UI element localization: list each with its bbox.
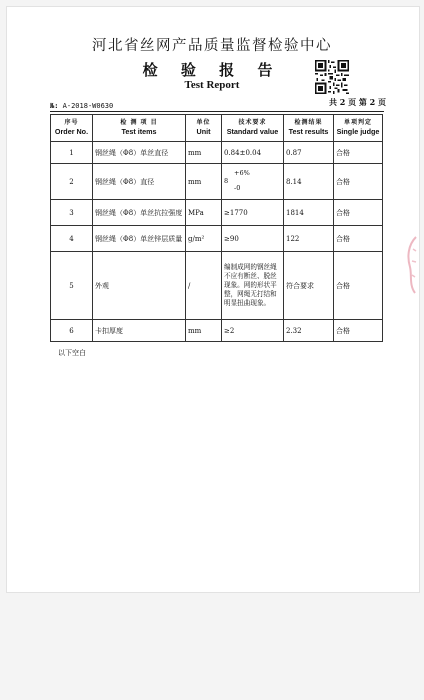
standard-cell: 0.84±0.04 <box>222 142 284 164</box>
test-item-cell: 钢丝绳（Φ8）单丝直径 <box>93 142 186 164</box>
below-empty-note: 以下空白 <box>58 349 86 357</box>
judge-cell: 合格 <box>334 252 383 320</box>
result-cell: 符合要求 <box>284 252 334 320</box>
standard-cell: ≥2 <box>222 320 284 342</box>
result-cell: 1814 <box>284 200 334 226</box>
result-cell: 0.87 <box>284 142 334 164</box>
order-no-cell: 2 <box>51 164 93 200</box>
test-item-cell: 钢丝绳（Φ8）直径 <box>93 164 186 200</box>
test-item-cell: 钢丝绳（Φ8）单丝抗拉强度 <box>93 200 186 226</box>
table-row <box>51 142 383 164</box>
result-cell: 122 <box>284 226 334 252</box>
judge-cell: 合格 <box>334 200 383 226</box>
table-row <box>51 200 383 226</box>
col-unit: 单位 Unit <box>186 115 222 142</box>
table-row <box>51 164 383 200</box>
seal-stamp-fragment <box>404 235 418 295</box>
order-no-cell: 3 <box>51 200 93 226</box>
col-test-results: 检测结果 Test results <box>284 115 334 142</box>
qr-code-icon <box>315 60 349 94</box>
judge-cell: 合格 <box>334 226 383 252</box>
test-results-table <box>50 114 383 342</box>
judge-cell: 合格 <box>334 320 383 342</box>
order-no-cell: 4 <box>51 226 93 252</box>
unit-cell: mm <box>186 142 222 164</box>
unit-cell: mm <box>186 320 222 342</box>
unit-cell: mm <box>186 164 222 200</box>
tolerance-upper: +6% <box>234 168 250 177</box>
report-number <box>50 102 113 110</box>
order-no-cell: 6 <box>51 320 93 342</box>
col-order-no: 序号 Order No. <box>51 115 93 142</box>
col-standard-value: 技术要求 Standard value <box>222 115 284 142</box>
org-title: 河北省丝网产品质量监督检验中心 <box>92 38 332 54</box>
table-row <box>51 252 383 320</box>
tolerance-value <box>224 170 250 193</box>
order-no-cell: 1 <box>51 142 93 164</box>
tolerance-lower: -0 <box>234 184 241 193</box>
table-row <box>51 320 383 342</box>
unit-cell: g/m² <box>186 226 222 252</box>
table-header-row <box>51 115 383 142</box>
result-cell: 8.14 <box>284 164 334 200</box>
tolerance-base: 8 <box>224 176 229 185</box>
report-title-en: Test Report <box>184 79 240 91</box>
result-cell: 2.32 <box>284 320 334 342</box>
standard-cell: ≥1770 <box>222 200 284 226</box>
report-number-value: A-2018-W0630 <box>62 102 114 110</box>
test-item-cell: 钢丝绳（Φ8）单丝锌层质量 <box>93 226 186 252</box>
header-rule <box>50 111 384 112</box>
standard-cell: ≥90 <box>222 226 284 252</box>
test-item-cell: 卡扣厚度 <box>93 320 186 342</box>
unit-cell: / <box>186 252 222 320</box>
standard-cell <box>222 164 284 200</box>
judge-cell: 合格 <box>334 142 383 164</box>
report-number-label: №: <box>50 102 59 110</box>
col-test-items: 检 测 项 目 Test items <box>93 115 186 142</box>
col-single-judge: 单项判定 Single judge <box>334 115 383 142</box>
test-item-cell: 外观 <box>93 252 186 320</box>
judge-cell: 合格 <box>334 164 383 200</box>
page-info: 共 2 页 第 2 页 <box>328 97 386 107</box>
standard-cell: 编制成网的钢丝绳不应有断丝、脱丝现象。网的形状平整，网绳无打结和明显扭曲现象。 <box>222 252 284 320</box>
report-title-cn: 检 验 报 告 <box>142 61 282 79</box>
table-row <box>51 226 383 252</box>
order-no-cell: 5 <box>51 252 93 320</box>
unit-cell: MPa <box>186 200 222 226</box>
